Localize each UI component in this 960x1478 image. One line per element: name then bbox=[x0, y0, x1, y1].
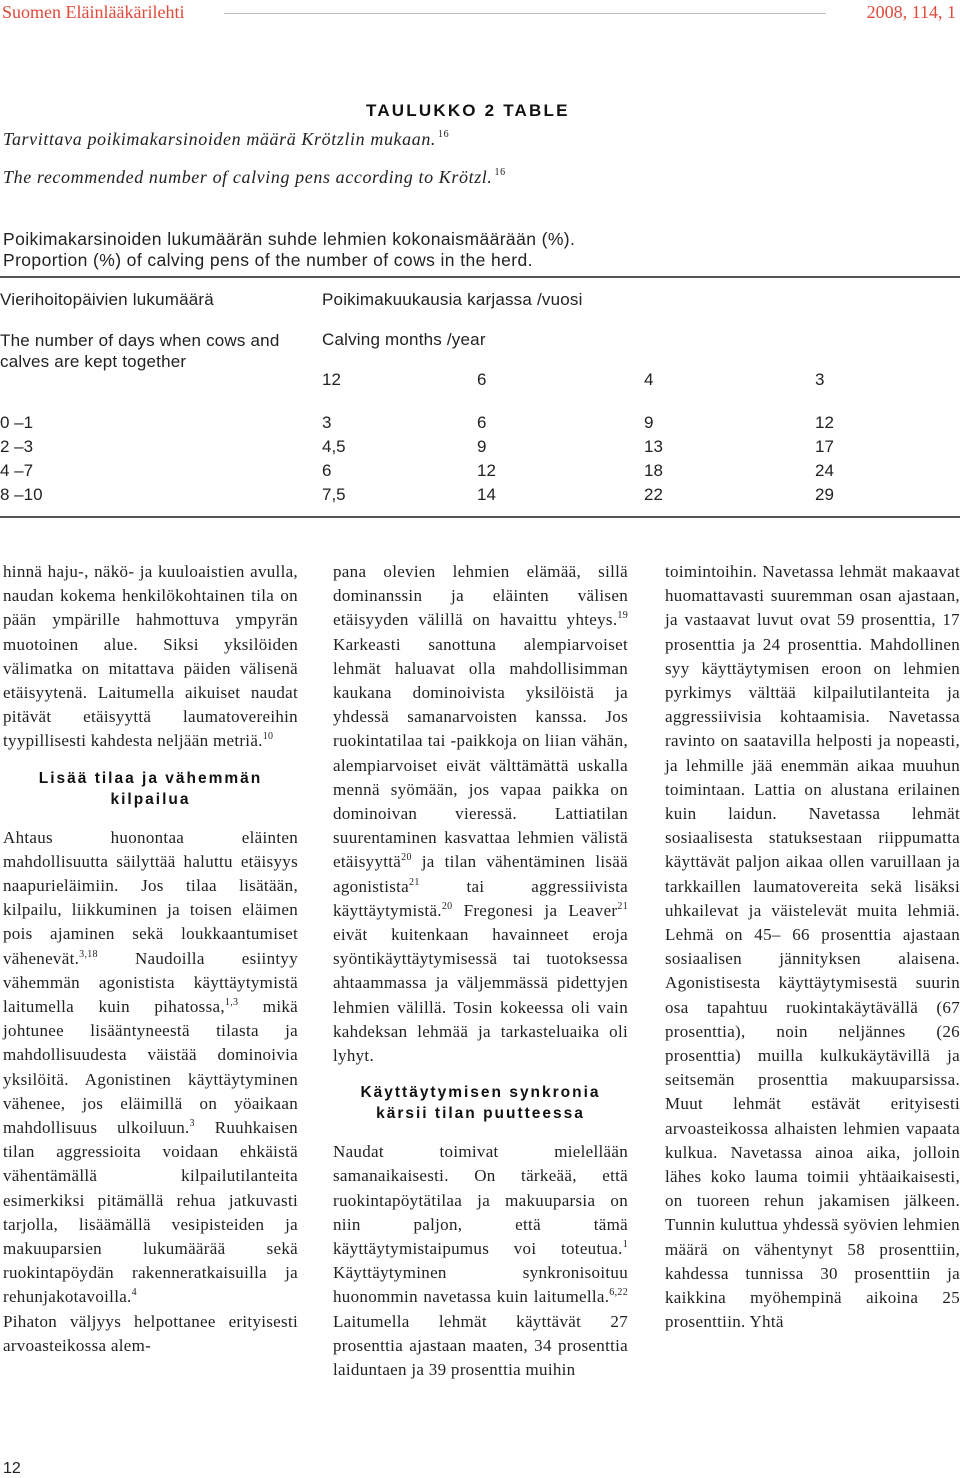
table-cell: 18 bbox=[644, 461, 663, 480]
row-header-en: The number of days when cows and calves are kept together bbox=[0, 331, 280, 371]
body-column-3 bbox=[665, 560, 960, 1335]
caption-fi-ref: 16 bbox=[438, 129, 450, 140]
text: pana olevien lehmien elämää, sillä dominanssin ja eläinten välisen etäisyyden välillä on havaittu yhteys. bbox=[333, 562, 628, 630]
table-rule-top bbox=[0, 276, 960, 278]
body-column-1 bbox=[3, 560, 298, 1358]
table-label: TAULUKKO 2 TABLE bbox=[366, 101, 570, 120]
table-cell: 12 bbox=[477, 461, 496, 480]
text: Naudat toimivat mielellään samanaikaisesti. On tärkeää, että ruokintapöytätilaa ja makuuparsia on niin paljon, että tämä käyttäytymistaipumus voi toteutua. bbox=[333, 1142, 628, 1259]
text: Käyttäytyminen synkronisoituu huonommin navetassa kuin laitumella. bbox=[333, 1263, 628, 1307]
col-header-en: Calving months /year bbox=[322, 330, 486, 349]
table-subtitle-fi: Poikimakarsinoiden lukumäärän suhde lehmien kokonaismäärään (%). bbox=[3, 229, 576, 249]
section-heading: Lisää tilaa ja vähemmän kilpailua bbox=[38, 769, 263, 808]
reference: 3 bbox=[189, 1118, 195, 1130]
column-header: 3 bbox=[815, 370, 825, 389]
text: hinnä haju-, näkö- ja kuuloaistien avulla, naudan kokema henkilökohtainen tila on pään ympärille hahmottuva ympyrän muotoinen alue. Siksi yksilöiden välimatka on mitattava päiden välisenä etäisyytenä. Laitumella aikuiset naudat pitävät etäisyyttä laumatovereihin tyypillisesti kahdesta neljään metriä. bbox=[3, 562, 298, 751]
table-subtitle-en: Proportion (%) of calving pens of the number of cows in the herd. bbox=[3, 250, 533, 270]
text: mikä johtunee lisääntyneestä tilasta ja mahdollisuudesta väistää dominoivia yksilöitä. Agonistinen käyttäytyminen vähenee, jos eläimillä on yöaikaan mahdollisuus ulkoiluun. bbox=[3, 997, 298, 1138]
table-cell: 12 bbox=[815, 413, 834, 432]
text: ja tilan vähentäminen lisää agonistista bbox=[333, 852, 628, 896]
reference: 20 bbox=[441, 900, 453, 912]
reference: 4 bbox=[131, 1287, 137, 1299]
table-cell: 14 bbox=[477, 485, 496, 504]
body-column-2 bbox=[333, 560, 628, 1382]
reference: 21 bbox=[617, 900, 628, 912]
table-cell: 24 bbox=[815, 461, 834, 480]
table-cell: 9 bbox=[644, 413, 654, 432]
running-header bbox=[2, 2, 956, 24]
table-cell-days: 8 –10 bbox=[0, 485, 43, 504]
reference: 1,3 bbox=[224, 997, 239, 1009]
section-heading: Käyttäytymisen synkronia kärsii tilan puutteessa bbox=[360, 1084, 601, 1123]
text: eivät kuitenkaan havainneet eroja syöntikäyttäytymisessä tai tuotoksessa ahtaammassa ja väljemmässä pidettyjen lehmien välillä. Tosin kokeessa oli vain kahdeksan lehmää ja tarkasteluaika oli lyhyt. bbox=[333, 925, 628, 1066]
page-number: 12 bbox=[3, 1460, 21, 1477]
table-caption-fi bbox=[3, 129, 449, 150]
reference: 21 bbox=[409, 876, 420, 888]
table-cell: 9 bbox=[477, 437, 487, 456]
reference: 6,22 bbox=[609, 1287, 628, 1299]
table-cell: 3 bbox=[322, 413, 332, 432]
paragraph bbox=[3, 826, 298, 1310]
paragraph bbox=[3, 560, 298, 754]
reference: 19 bbox=[617, 610, 628, 622]
table-cell: 22 bbox=[644, 485, 663, 504]
text: Karkeasti sanottuna alempiarvoiset lehmät haluavat olla mahdollisimman kaukana dominoivista yksilöistä ja yhdessä samanarvoisten kanssa. Jos ruokintatilaa tai -paikkoja on liian vähän, alempiarvoiset eivät välttämättä uskalla mennä syömään, jos vapaa paikka on dominoivan vieressä. Lattiatilan suurentaminen kasvattaa lehmien välistä etäisyyttä bbox=[333, 634, 628, 872]
text: Laitumella lehmät käyttävät 27 prosenttia ajastaan maaten, 34 prosenttia laiduntaen ja 39 prosenttia muihin bbox=[333, 1311, 628, 1380]
table-cell: 4,5 bbox=[322, 437, 346, 456]
text: Ruuhkaisen tilan aggressioita voidaan ehkäistä vähentämällä kilpailutilanteita esimerkiksi pitämällä rehua jatkuvasti tarjolla, lisäämällä vesipisteiden ja makuuparsien lukumäärää sekä ruokintapöydän rakenneratkaisuilla ja rehunjakotavoilla. bbox=[3, 1118, 298, 1307]
col-header-fi: Poikimakuukausia karjassa /vuosi bbox=[322, 290, 583, 309]
table-cell: 6 bbox=[322, 461, 332, 480]
reference: 20 bbox=[401, 852, 412, 864]
text: tai aggressiivista käyttäytymistä. bbox=[333, 876, 628, 920]
column-header: 12 bbox=[322, 370, 341, 389]
reference: 1 bbox=[622, 1239, 628, 1251]
reference: 3,18 bbox=[79, 948, 98, 960]
table-cell: 7,5 bbox=[322, 485, 346, 504]
header-rule bbox=[224, 13, 826, 14]
paragraph bbox=[333, 1140, 628, 1382]
text: Fregonesi ja Leaver bbox=[452, 900, 618, 920]
paragraph: toimintoihin. Navetassa lehmät makaavat huomattavasti suuremman osan ajastaan, ja vastaavat luvut ovat 59 prosenttia, 17 prosenttia ja 24 prosenttia. Mahdollinen syy käyttäytymisen eroon on lehmien pyrkimys välttää kilpailutilanteita ja aggressiivisia kohtaamisia. Navetassa ravinto on saatavilla helposti ja nopeasti, ja lehmille jää enemmän aikaa muuhun toimintaan. Lattia on alustana erilainen kuin laidun. Navetassa lehmät sosiaalisesta statuksestaan riippumatta käyttävät paljon aikaa ollen varuillaan ja tarkkaillen laumatovereita sekä lisäksi uhkailevat ja väistelevät muita lehmiä. Lehmä on 45– 66 prosenttia ajastaan sosiaalisen jännityksen alaisena. Agonistisesta käyttäytymisestä suurin osa tapahtuu ruokintakäytävällä (67 prosenttia), noin neljännes (26 prosenttia) muilla kulkukäytävillä ja seitsemän prosenttia makuuparsissa. Muut lehmät estävät erityisesti arvoasteikossa alhaisten lehmien vapaata kulkua. Navetassa ainoa aika, jolloin lähes koko lauma toimii yhtäaikaisesti, on tuoreen rehun jakamisen jälkeen. Tunnin kuluttua yhdessä syövien lehmien määrä on vähentynyt 58 prosenttiin, kahdessa tunnissa 30 prosenttiin ja kaikkina myöhempinä aikoina 25 prosenttiin. Yhtä bbox=[665, 562, 960, 1332]
paragraph bbox=[333, 560, 628, 1068]
issue-info: 2008, 114, 1 bbox=[866, 2, 956, 22]
text: Naudoilla esiintyy vähemmän agonistista käyttäytymistä laitumella kuin pihatossa, bbox=[3, 948, 298, 1017]
table-rule-bottom bbox=[0, 516, 960, 518]
caption-en-ref: 16 bbox=[494, 167, 506, 178]
table-cell: 17 bbox=[815, 437, 834, 456]
journal-name: Suomen Eläinlääkärilehti bbox=[2, 2, 185, 22]
table-cell-days: 2 –3 bbox=[0, 437, 34, 456]
row-header-fi: Vierihoitopäivien lukumäärä bbox=[0, 290, 214, 309]
paragraph: Pihaton väljyys helpottanee erityisesti arvoasteikossa alem- bbox=[3, 1311, 298, 1355]
column-header: 4 bbox=[644, 370, 654, 389]
table-cell: 29 bbox=[815, 485, 834, 504]
column-header: 6 bbox=[477, 370, 487, 389]
table-cell-days: 0 –1 bbox=[0, 413, 34, 432]
text: Ahtaus huonontaa eläinten mahdollisuutta säilyttää haluttu etäisyys naapurieläimiin. Jos tilaa lisätään, kilpailu, liikkuminen ja toisen eläimen pois ajaminen sekä loukkaantumiset vähenevät. bbox=[3, 827, 298, 968]
table-cell-days: 4 –7 bbox=[0, 461, 34, 480]
table-cell: 13 bbox=[644, 437, 663, 456]
table-caption-en bbox=[3, 167, 506, 188]
caption-en-text: The recommended number of calving pens according to Krötzl. bbox=[3, 167, 493, 187]
reference: 10 bbox=[262, 731, 274, 743]
caption-fi-text: Tarvittava poikimakarsinoiden määrä Krötzlin mukaan. bbox=[3, 129, 437, 149]
table-cell: 6 bbox=[477, 413, 487, 432]
